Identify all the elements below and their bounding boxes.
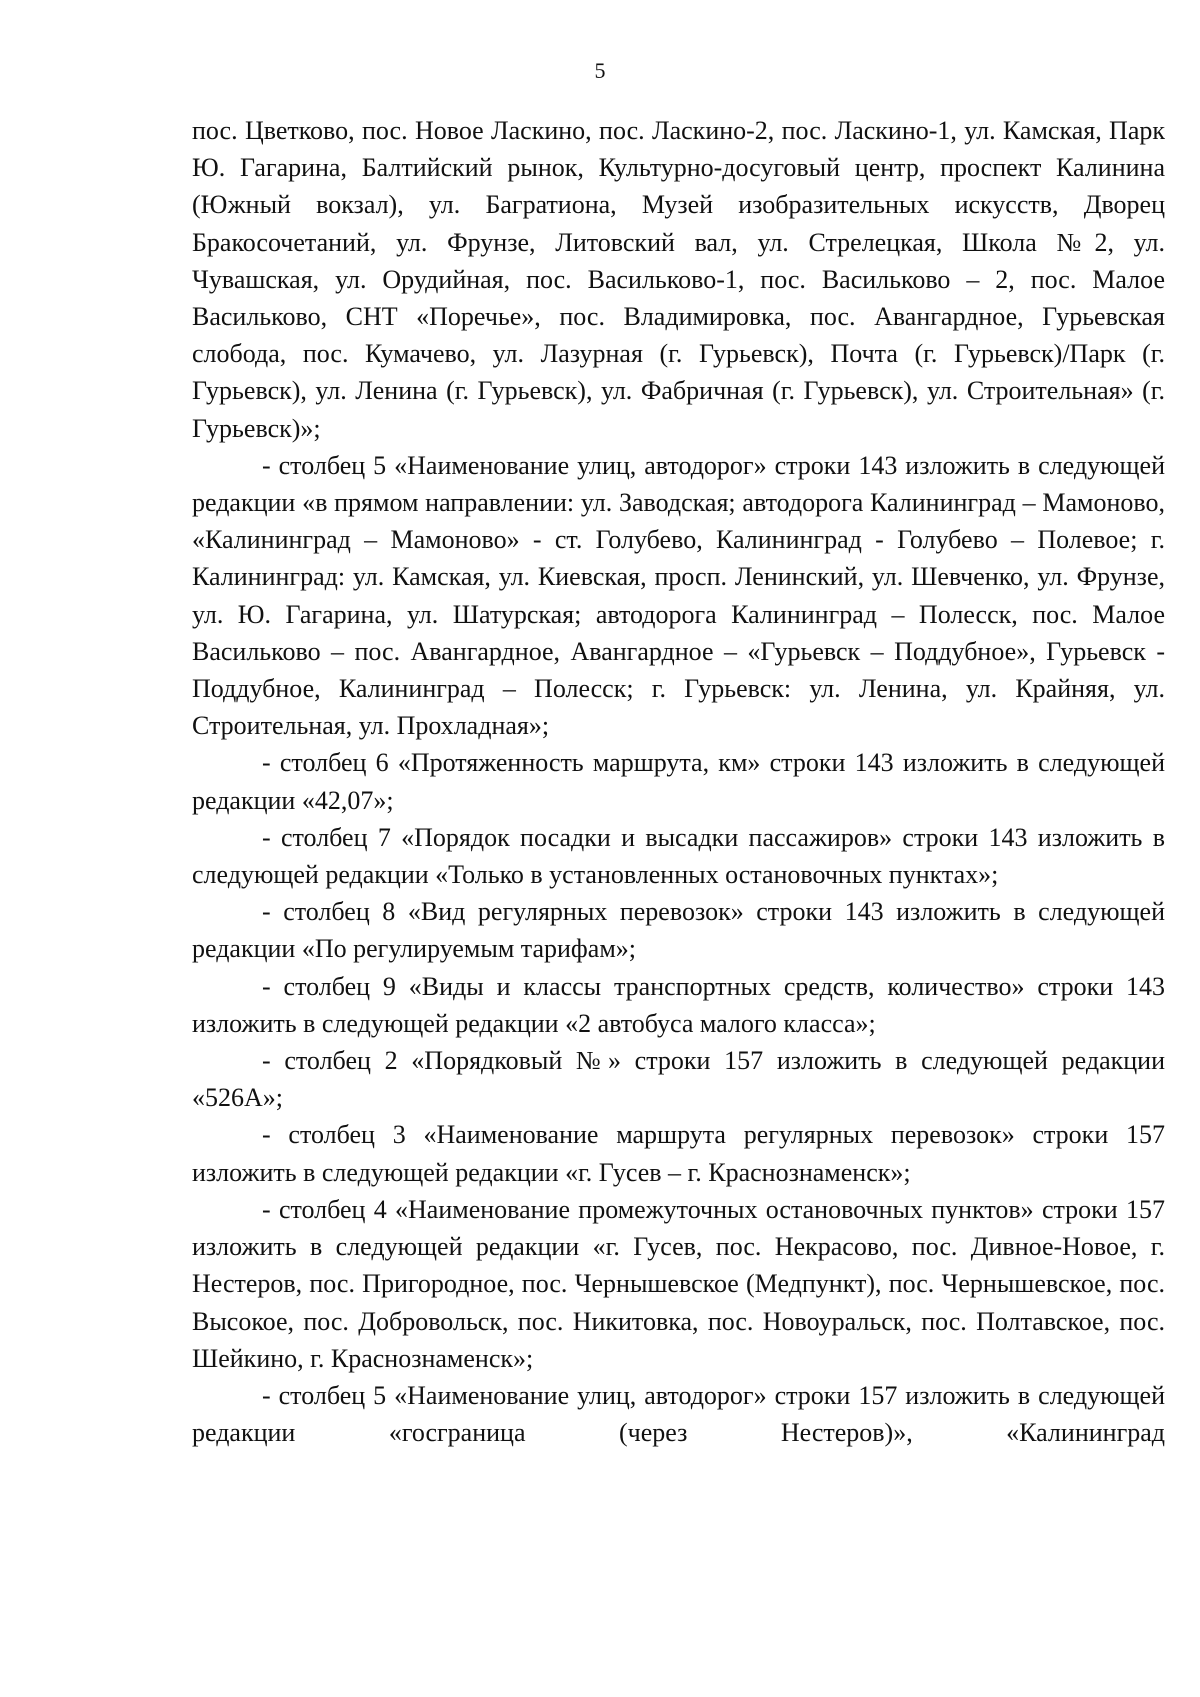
paragraph-column5-row157: - столбец 5 «Наименование улиц, автодорог» строки 157 изложить в следующей редакции «госграница (через Нестеров)», «Калининград [192,1380,1165,1448]
paragraph-column7-row143: - столбец 7 «Порядок посадки и высадки пассажиров» строки 143 изложить в следующей редакции «Только в установленных остановочных пунктах»; [192,822,1165,890]
paragraph-column6-row143: - столбец 6 «Протяженность маршрута, км» строки 143 изложить в следующей редакции «42,07»; [192,748,1165,815]
paragraph-column5-row143: - столбец 5 «Наименование улиц, автодорог» строки 143 изложить в следующей редакции «в прямом направлении: ул. Заводская; автодорога Калининград – Мамоново, «Калининград – Мамоново» - ст. Голубево, Калининград - Голубево – Полевое; г. Калининград: ул. Камская, ул. Киевская, просп. Ленинский, ул. Шевченко, ул. Фрунзе, ул. Ю. Гагарина, ул. Шатурская; автодорога Калининград – Полесск, пос. Малое Васильково – пос. Авангардное, Авангардное – «Гурьевск – Поддубное», Гурьевск - Поддубное, Калининград – Полесск; г. Гурьевск: ул. Ленина, ул. Крайняя, ул. Строительная, ул. Прохладная»; [192,450,1165,741]
paragraph-column2-row157: - столбец 2 «Порядковый №» строки 157 изложить в следующей редакции «526А»; [192,1046,1165,1113]
paragraph-column4-row157: - столбец 4 «Наименование промежуточных остановочных пунктов» строки 157 изложить в следующей редакции «г. Гусев, пос. Некрасово, пос. Дивное-Новое, г. Нестеров, пос. Пригородное, пос. Чернышевское (Медпункт), пос. Чернышевское, пос. Высокое, пос. Добровольск, пос. Никитовка, пос. Новоуральск, пос. Полтавское, пос. Шейкино, г. Краснознаменск»; [192,1194,1165,1373]
paragraph-column8-row143: - столбец 8 «Вид регулярных перевозок» строки 143 изложить в следующей редакции «По регулируемым тарифам»; [192,897,1165,964]
document-body [192,112,1165,1451]
page-number: 5 [594,58,606,83]
paragraph-column9-row143: - столбец 9 «Виды и классы транспортных средств, количество» строки 143 изложить в следующей редакции «2 автобуса малого класса»; [192,971,1165,1038]
paragraph-route-stops-continuation: пос. Цветково, пос. Новое Ласкино, пос. Ласкино-2, пос. Ласкино-1, ул. Камская, Парк Ю. Гагарина, Балтийский рынок, Культурно-досуговый центр, проспект Калинина (Южный вокзал), ул. Багратиона, Музей изобразительных искусств, Дворец Бракосочетаний, ул. Фрунзе, Литовский вал, ул. Стрелецкая, Школа №2, ул. Чувашская, ул. Орудийная, пос. Васильково-1, пос. Васильково – 2, пос. Малое Васильково, СНТ «Поречье», пос. Владимировка, пос. Авангардное, Гурьевская слобода, пос. Кумачево, ул. Лазурная (г. Гурьевск), Почта (г. Гурьевск)/Парк (г. Гурьевск), ул. Ленина (г. Гурьевск), ул. Фабричная (г. Гурьевск), ул. Строительная» (г. Гурьевск)»; [192,116,1165,443]
paragraph-column3-row157: - столбец 3 «Наименование маршрута регулярных перевозок» строки 157 изложить в следующей редакции «г. Гусев – г. Краснознаменск»; [192,1120,1165,1187]
